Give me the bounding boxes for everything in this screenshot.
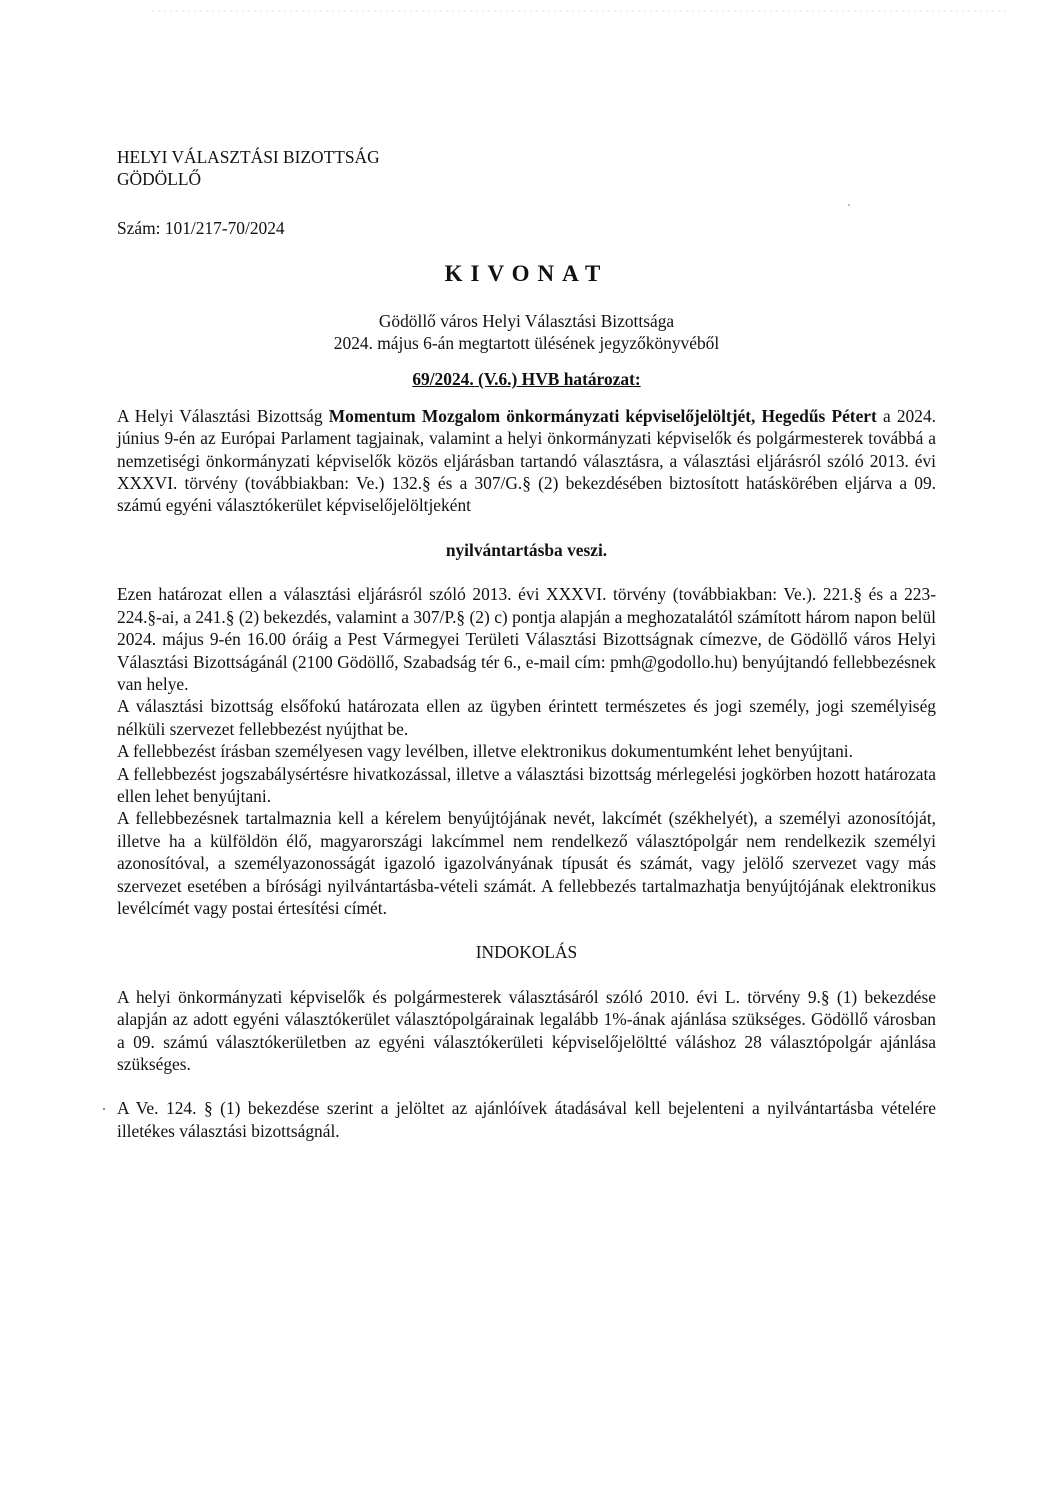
document-page [117,146,936,1142]
subtitle-line-2: 2024. május 6-án megtartott ülésének jegyzőkönyvéből [333,333,720,354]
appeal-section [117,583,936,919]
document-title: KIVONAT [444,261,609,287]
reasoning-section [117,986,936,1142]
resolution-intro: A Helyi Választási Bizottság [117,405,329,426]
appeal-paragraph: A választási bizottság elsőfokú határozata ellen az ügyben érintett természetes és jogi személy, jogi személyiség nélküli szervezet fellebbezést nyújthat be. [117,696,936,739]
appeal-paragraph: Ezen határozat ellen a választási eljárásról szóló 2013. évi XXXVI. törvény (továbbiakban: Ve.). 221.§ és a 223-224.§-ai, a 241.§ (2) bekezdés, valamint a 307/P.§ (2) c) pontja alapján a meghozatalától számított három napon belül 2024. május 9-én 16.00 óráig a Pest Vármegyei Területi Választási Bizottságnak címezve, de Gödöllő város Helyi Választási Bizottságánál (2100 Gödöllő, Szabadság tér 6., e-mail cím: pmh@godollo.hu) benyújtandó fellebbezésnek van helye. [117,584,936,694]
reasoning-title: INDOKOLÁS [475,942,578,963]
decision-text: nyilvántartásba veszi. [445,539,608,560]
scan-artifact [150,10,1010,12]
reasoning-paragraph: A helyi önkormányzati képviselők és polgármesterek választásáról szóló 2010. évi L. törvény 9.§ (1) bekezdése alapján az adott egyéni választókerület választópolgárainak legalább 1%-ának ajánlása szükséges. Gödöllő városban a 09. számú választókerületben az egyéni választókerületi képviselőjelöltté váláshoz 28 választópolgár ajánlása szükséges. [117,986,936,1074]
organization-name: HELYI VÁLASZTÁSI BIZOTTSÁG [117,147,380,167]
document-header [117,146,936,239]
scan-artifact-dot [103,1108,105,1110]
appeal-paragraph: A fellebbezést jogszabálysértésre hivatkozással, illetve a választási bizottság mérlegelési jogkörben hozott határozata ellen lehet benyújtani. [117,763,936,806]
resolution-text [117,405,936,517]
candidate-name: Momentum Mozgalom önkormányzati képviselőjelöltjét, Hegedűs Pétert [328,405,877,426]
reference-number: Szám: 101/217-70/2024 [117,217,285,238]
reasoning-paragraph: A Ve. 124. § (1) bekezdése szerint a jelöltet az ajánlóívek átadásával kell bejelenteni a nyilvántartásba vételére illetékes választási bizottságnál. [117,1098,936,1141]
appeal-paragraph: A fellebbezésnek tartalmaznia kell a kérelem benyújtójának nevét, lakcímét (székhelyét), a személyi azonosítóját, illetve ha a külföldön élő, magyarországi lakcímmel nem rendelkező választópolgár nem rendelkezik személyi azonosítóval, a személyazonosságát igazoló igazolványának típusát és számát, vagy jelölő szervezet vagy más szervezet esetében a bírósági nyilvántartásba-vételi számát. A fellebbezés tartalmazhatja benyújtójának elektronikus levélcímét vagy postai értesítési címét. [117,808,936,918]
document-subtitle [117,310,936,355]
resolution-id: 69/2024. (V.6.) HVB határozat: [412,369,641,390]
appeal-paragraph: A fellebbezést írásban személyesen vagy levélben, illetve elektronikus dokumentumként lehet benyújtani. [117,741,853,762]
subtitle-line-1: Gödöllő város Helyi Választási Bizottsága [378,310,675,331]
organization-city: GÖDÖLLŐ [117,169,202,190]
resolution-body: a 2024. június 9-én az Európai Parlament tagjainak, valamint a helyi önkormányzati képviselők és polgármesterek továbbá a nemzetiségi önkormányzati képviselők közös eljárásban tartandó választásra, a választási eljárásról szóló 2013. évi XXXVI. törvény (továbbiakban: Ve.) 132.§ és a 307/G.§ (2) bekezdésében biztosított hatáskörében eljárva a 09. számú egyéni választókerület képviselőjelöltjeként [117,405,936,516]
